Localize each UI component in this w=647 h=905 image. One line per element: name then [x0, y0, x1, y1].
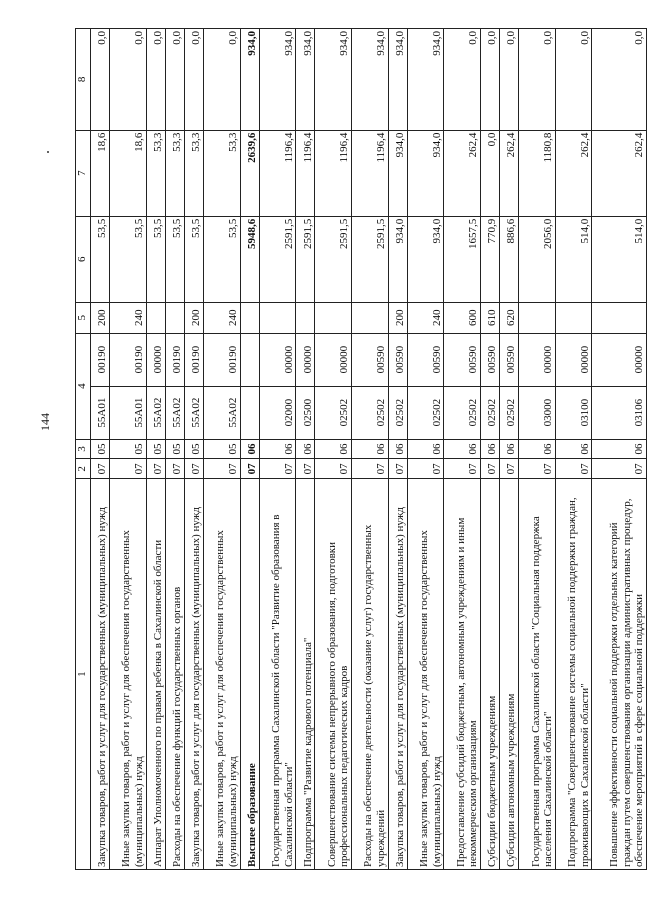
row-section-code: 07: [203, 459, 240, 479]
row-target-code-2: 00000: [146, 333, 165, 386]
row-value-col7: 1196,4: [296, 130, 315, 216]
row-value-col7: 262,4: [444, 130, 481, 216]
row-name: Закупка товаров, работ и услуг для государственных (муниципальных) нужд: [388, 479, 407, 870]
row-target-code-2: 00000: [259, 333, 296, 386]
row-section-code: 07: [500, 459, 519, 479]
table-row: [165, 29, 184, 870]
row-name: Иные закупки товаров, работ и услуг для обеспечения государственных (муниципальных) нужд: [203, 479, 240, 870]
row-value-col7: 1196,4: [259, 130, 296, 216]
row-value-col7: 934,0: [407, 130, 444, 216]
header-cell-2: 2: [76, 459, 91, 479]
row-expense-type: [592, 302, 647, 333]
row-subsection-code: 06: [388, 439, 407, 459]
row-subsection-code: 06: [444, 439, 481, 459]
row-target-code-2: 00000: [592, 333, 647, 386]
row-expense-type: [165, 302, 184, 333]
row-value-col7: 53,3: [184, 130, 203, 216]
row-value-col8: 934,0: [315, 29, 352, 131]
row-value-col6: 53,5: [91, 216, 110, 302]
row-value-col8: 0,0: [146, 29, 165, 131]
row-section-code: 07: [592, 459, 647, 479]
row-subsection-code: 06: [296, 439, 315, 459]
row-expense-type: 620: [500, 302, 519, 333]
row-value-col6: 53,5: [203, 216, 240, 302]
row-expense-type: 200: [184, 302, 203, 333]
table-row: [407, 29, 444, 870]
row-value-col7: 53,3: [146, 130, 165, 216]
row-section-code: 07: [481, 459, 500, 479]
row-subsection-code: 05: [203, 439, 240, 459]
row-value-col6: 53,5: [146, 216, 165, 302]
row-value-col6: 514,0: [555, 216, 592, 302]
header-cell-4: 4: [76, 333, 91, 439]
row-value-col6: 2591,5: [296, 216, 315, 302]
header-cell-5: 5: [76, 302, 91, 333]
row-name: Закупка товаров, работ и услуг для государственных (муниципальных) нужд: [184, 479, 203, 870]
row-value-col7: 262,4: [500, 130, 519, 216]
row-name: Высшее образование: [240, 479, 259, 870]
row-target-code-2: 00000: [555, 333, 592, 386]
row-value-col7: 262,4: [555, 130, 592, 216]
row-section-code: 07: [407, 459, 444, 479]
row-value-col7: 262,4: [592, 130, 647, 216]
row-value-col6: 514,0: [592, 216, 647, 302]
row-target-code-1: 03000: [519, 386, 556, 439]
row-target-code-2: 00590: [500, 333, 519, 386]
row-value-col8: 934,0: [351, 29, 388, 131]
row-expense-type: [146, 302, 165, 333]
row-value-col6: 2591,5: [259, 216, 296, 302]
row-expense-type: [519, 302, 556, 333]
table-row: [110, 29, 147, 870]
row-target-code-1: 02000: [259, 386, 296, 439]
row-value-col8: 0,0: [481, 29, 500, 131]
row-name: Расходы на обеспечение деятельности (оказание услуг) государственных учреждений: [351, 479, 388, 870]
table-row: [444, 29, 481, 870]
row-target-code-2: 00590: [407, 333, 444, 386]
row-subsection-code: 05: [91, 439, 110, 459]
row-expense-type: 200: [388, 302, 407, 333]
row-target-code-1: 02502: [500, 386, 519, 439]
row-subsection-code: 06: [592, 439, 647, 459]
row-target-code-1: 02502: [351, 386, 388, 439]
row-value-col8: 934,0: [407, 29, 444, 131]
row-name: Государственная программа Сахалинской области "Развитие образования в Сахалинской области": [259, 479, 296, 870]
row-value-col8: 0,0: [519, 29, 556, 131]
row-value-col8: 0,0: [165, 29, 184, 131]
table-row: [259, 29, 296, 870]
row-expense-type: [240, 302, 259, 333]
row-target-code-1: 55А02: [203, 386, 240, 439]
table-row: [296, 29, 315, 870]
header-cell-3: 3: [76, 439, 91, 459]
row-section-code: 07: [351, 459, 388, 479]
row-name: Повышение эффективности социальной поддержки отдельных категорий граждан путем совершенствования организации административных процедур, обеспечение мероприятий в сфере социальной поддержки: [592, 479, 647, 870]
row-section-code: 07: [555, 459, 592, 479]
table-row: [388, 29, 407, 870]
table-row: [555, 29, 592, 870]
row-subsection-code: 06: [481, 439, 500, 459]
row-section-code: 07: [146, 459, 165, 479]
row-target-code-1: 55А02: [146, 386, 165, 439]
row-name: Расходы на обеспечение функций государственных органов: [165, 479, 184, 870]
row-value-col6: 934,0: [388, 216, 407, 302]
row-subsection-code: 06: [240, 439, 259, 459]
header-cell-8: 8: [76, 29, 91, 131]
row-target-code-1: 55А02: [165, 386, 184, 439]
budget-table: [75, 28, 647, 870]
row-section-code: 07: [388, 459, 407, 479]
row-expense-type: 240: [110, 302, 147, 333]
row-expense-type: [259, 302, 296, 333]
row-target-code-2: [240, 333, 259, 386]
row-subsection-code: 05: [110, 439, 147, 459]
row-target-code-1: [240, 386, 259, 439]
row-name: Совершенствование системы непрерывного образования, подготовки профессиональных педагогических кадров: [315, 479, 352, 870]
row-value-col6: 1657,5: [444, 216, 481, 302]
row-value-col7: 53,3: [165, 130, 184, 216]
table-row: [184, 29, 203, 870]
row-subsection-code: 06: [519, 439, 556, 459]
row-expense-type: 600: [444, 302, 481, 333]
row-name: Аппарат Уполномоченного по правам ребенка в Сахалинской области: [146, 479, 165, 870]
row-target-code-1: 02502: [444, 386, 481, 439]
row-value-col8: 934,0: [240, 29, 259, 131]
table-row: [481, 29, 500, 870]
row-target-code-2: 00190: [165, 333, 184, 386]
row-value-col6: 2591,5: [315, 216, 352, 302]
row-name: Субсидии бюджетным учреждениям: [481, 479, 500, 870]
row-value-col8: 0,0: [91, 29, 110, 131]
row-value-col8: 0,0: [500, 29, 519, 131]
row-expense-type: [351, 302, 388, 333]
row-section-code: 07: [184, 459, 203, 479]
header-row: [76, 29, 91, 870]
row-expense-type: 240: [407, 302, 444, 333]
row-target-code-1: 55А01: [91, 386, 110, 439]
table-row: [519, 29, 556, 870]
row-value-col6: 53,5: [165, 216, 184, 302]
row-subsection-code: 05: [165, 439, 184, 459]
row-name: Предоставление субсидий бюджетным, автономным учреждениям и иным некоммерческим организациям: [444, 479, 481, 870]
row-value-col8: 0,0: [203, 29, 240, 131]
row-section-code: 07: [296, 459, 315, 479]
header-cell-1: 1: [76, 479, 91, 870]
row-target-code-1: 02502: [388, 386, 407, 439]
row-target-code-2: 00000: [296, 333, 315, 386]
scan-dot: [47, 151, 49, 153]
row-target-code-1: 02502: [481, 386, 500, 439]
row-value-col7: 1196,4: [351, 130, 388, 216]
row-target-code-2: 00590: [481, 333, 500, 386]
table-row: [351, 29, 388, 870]
row-subsection-code: 06: [315, 439, 352, 459]
row-value-col8: 0,0: [555, 29, 592, 131]
row-target-code-2: 00590: [388, 333, 407, 386]
row-section-code: 07: [91, 459, 110, 479]
row-expense-type: [315, 302, 352, 333]
row-target-code-1: 03106: [592, 386, 647, 439]
row-target-code-1: 02502: [407, 386, 444, 439]
row-value-col6: 770,9: [481, 216, 500, 302]
table-row: [315, 29, 352, 870]
row-expense-type: 200: [91, 302, 110, 333]
row-value-col7: 18,6: [91, 130, 110, 216]
row-section-code: 07: [165, 459, 184, 479]
row-section-code: 07: [259, 459, 296, 479]
table-row: [146, 29, 165, 870]
row-value-col6: 934,0: [407, 216, 444, 302]
row-value-col7: 0,0: [481, 130, 500, 216]
row-value-col6: 53,5: [184, 216, 203, 302]
row-expense-type: [296, 302, 315, 333]
row-name: Государственная программа Сахалинской области "Социальная поддержка населения Сахалинской области": [519, 479, 556, 870]
row-subsection-code: 06: [259, 439, 296, 459]
row-value-col8: 934,0: [388, 29, 407, 131]
table-row: [240, 29, 259, 870]
row-target-code-2: 00190: [203, 333, 240, 386]
row-value-col6: 5948,6: [240, 216, 259, 302]
row-value-col6: 2056,0: [519, 216, 556, 302]
row-target-code-2: 00000: [315, 333, 352, 386]
row-target-code-1: 03100: [555, 386, 592, 439]
page-number: 144: [38, 413, 52, 431]
row-value-col8: 934,0: [259, 29, 296, 131]
row-value-col7: 1196,4: [315, 130, 352, 216]
row-target-code-2: 00000: [519, 333, 556, 386]
header-cell-6: 6: [76, 216, 91, 302]
row-section-code: 07: [110, 459, 147, 479]
row-value-col7: 1180,8: [519, 130, 556, 216]
row-value-col8: 934,0: [296, 29, 315, 131]
row-name: Иные закупки товаров, работ и услуг для обеспечения государственных (муниципальных) нужд: [407, 479, 444, 870]
row-value-col8: 0,0: [592, 29, 647, 131]
row-value-col6: 53,5: [110, 216, 147, 302]
row-value-col6: 886,6: [500, 216, 519, 302]
row-subsection-code: 06: [500, 439, 519, 459]
row-target-code-2: 00190: [110, 333, 147, 386]
row-value-col6: 2591,5: [351, 216, 388, 302]
row-section-code: 07: [315, 459, 352, 479]
row-section-code: 07: [519, 459, 556, 479]
row-value-col7: 2639,6: [240, 130, 259, 216]
row-target-code-1: 02502: [315, 386, 352, 439]
row-subsection-code: 06: [351, 439, 388, 459]
row-expense-type: [555, 302, 592, 333]
row-subsection-code: 05: [184, 439, 203, 459]
row-name: Субсидии автономным учреждениям: [500, 479, 519, 870]
row-expense-type: 240: [203, 302, 240, 333]
row-section-code: 07: [240, 459, 259, 479]
row-value-col7: 18,6: [110, 130, 147, 216]
row-name: Подпрограмма "Развитие кадрового потенциала": [296, 479, 315, 870]
row-value-col7: 53,3: [203, 130, 240, 216]
table-row: [592, 29, 647, 870]
row-target-code-2: 00590: [351, 333, 388, 386]
row-target-code-2: 00190: [184, 333, 203, 386]
row-subsection-code: 06: [555, 439, 592, 459]
row-value-col7: 934,0: [388, 130, 407, 216]
row-target-code-1: 02500: [296, 386, 315, 439]
row-value-col8: 0,0: [110, 29, 147, 131]
row-subsection-code: 06: [407, 439, 444, 459]
table-row: [91, 29, 110, 870]
row-target-code-1: 55А01: [110, 386, 147, 439]
row-target-code-1: 55А02: [184, 386, 203, 439]
row-section-code: 07: [444, 459, 481, 479]
table-row: [500, 29, 519, 870]
table-row: [203, 29, 240, 870]
row-name: Закупка товаров, работ и услуг для государственных (муниципальных) нужд: [91, 479, 110, 870]
row-target-code-2: 00590: [444, 333, 481, 386]
row-subsection-code: 05: [146, 439, 165, 459]
header-cell-7: 7: [76, 130, 91, 216]
row-value-col8: 0,0: [444, 29, 481, 131]
row-name: Подпрограмма "Совершенствование системы социальной поддержки граждан, проживающих в Сахалинской области": [555, 479, 592, 870]
row-name: Иные закупки товаров, работ и услуг для обеспечения государственных (муниципальных) нужд: [110, 479, 147, 870]
row-target-code-2: 00190: [91, 333, 110, 386]
row-expense-type: 610: [481, 302, 500, 333]
row-value-col8: 0,0: [184, 29, 203, 131]
